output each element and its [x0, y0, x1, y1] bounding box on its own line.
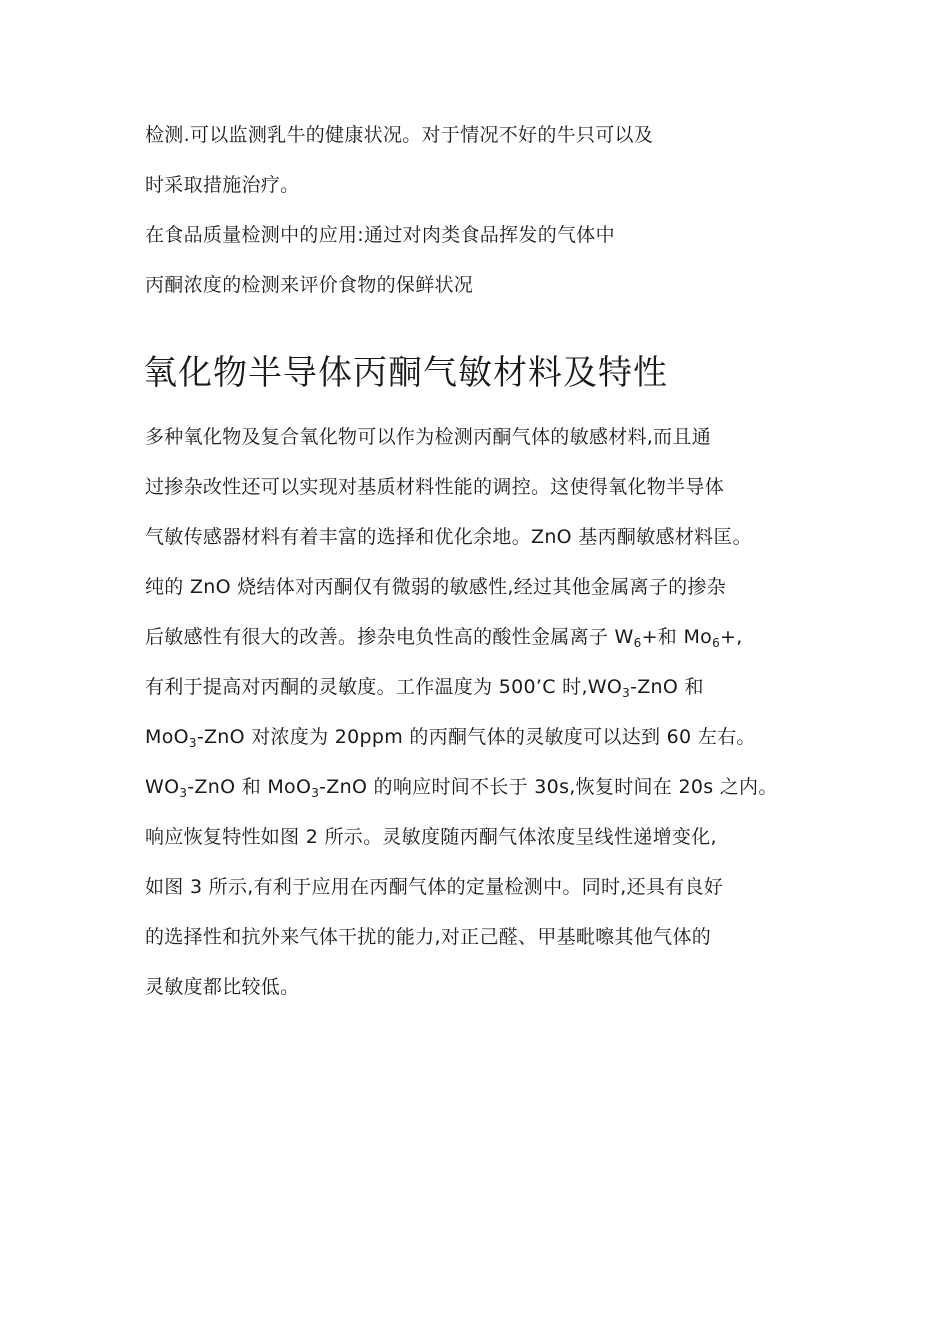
paragraph-line: 响应恢复特性如图 2 所示。灵敏度随丙酮气体浓度呈线性递增变化, — [145, 826, 717, 848]
subscript: 3 — [179, 786, 188, 800]
text-run: +和 Mo — [641, 626, 713, 648]
paragraph-line: 纯的 ZnO 烧结体对丙酮仅有微弱的敏感性,经过其他金属离子的掺杂 — [145, 576, 727, 598]
paragraph-line: 如图 3 所示,有利于应用在丙酮气体的定量检测中。同时,还具有良好 — [145, 876, 724, 898]
text-run: +, — [720, 626, 743, 648]
text-run: -ZnO 和 MoO — [187, 776, 312, 798]
section-heading: 氧化物半导体丙酮气敏材料及特性 — [143, 353, 668, 393]
subscript: 6 — [712, 636, 720, 650]
text-run: 后敏感性有很大的改善。掺杂电负性高的酸性金属离子 W — [145, 626, 634, 648]
subscript: 3 — [188, 736, 197, 750]
text-run: -ZnO 对浓度为 20ppm 的丙酮气体的灵敏度可以达到 60 左右。 — [196, 726, 756, 748]
subscript: 3 — [622, 686, 631, 700]
paragraph-line: 在食品质量检测中的应用:通过对肉类食品挥发的气体中 — [145, 224, 615, 246]
text-run: -ZnO 的响应时间不长于 30s,恢复时间在 20s 之内。 — [319, 776, 778, 798]
paragraph-line: 的选择性和抗外来气体干扰的能力,对正己醛、甲基毗嚓其他气体的 — [145, 926, 712, 948]
paragraph-line — [145, 624, 743, 650]
text-run: WO — [145, 776, 180, 798]
paragraph-line: 灵敏度都比较低。 — [145, 976, 300, 998]
paragraph-line: 丙酮浓度的检测来评价食物的保鲜状况 — [145, 274, 474, 296]
subscript: 3 — [311, 786, 320, 800]
paragraph-line — [145, 724, 756, 750]
paragraph-line: 时采取措施治疗。 — [145, 174, 300, 196]
paragraph-line: 检测.可以监测乳牛的健康状况。对于情况不好的牛只可以及 — [145, 124, 654, 146]
paragraph-line: 气敏传感器材料有着丰富的选择和优化余地。ZnO 基丙酮敏感材料匡。 — [145, 526, 752, 548]
paragraph-line — [145, 774, 778, 800]
text-run: -ZnO 和 — [630, 676, 704, 698]
subscript: 6 — [633, 636, 642, 650]
paragraph-line: 过掺杂改性还可以实现对基质材料性能的调控。这使得氧化物半导体 — [145, 476, 725, 498]
paragraph-line: 多种氧化物及复合氧化物可以作为检测丙酮气体的敏感材料,而且通 — [145, 426, 712, 448]
text-run: 有利于提高对丙酮的灵敏度。工作温度为 500’C 时,WO — [145, 676, 623, 698]
paragraph-line — [145, 674, 704, 700]
text-run: MoO — [145, 726, 189, 748]
